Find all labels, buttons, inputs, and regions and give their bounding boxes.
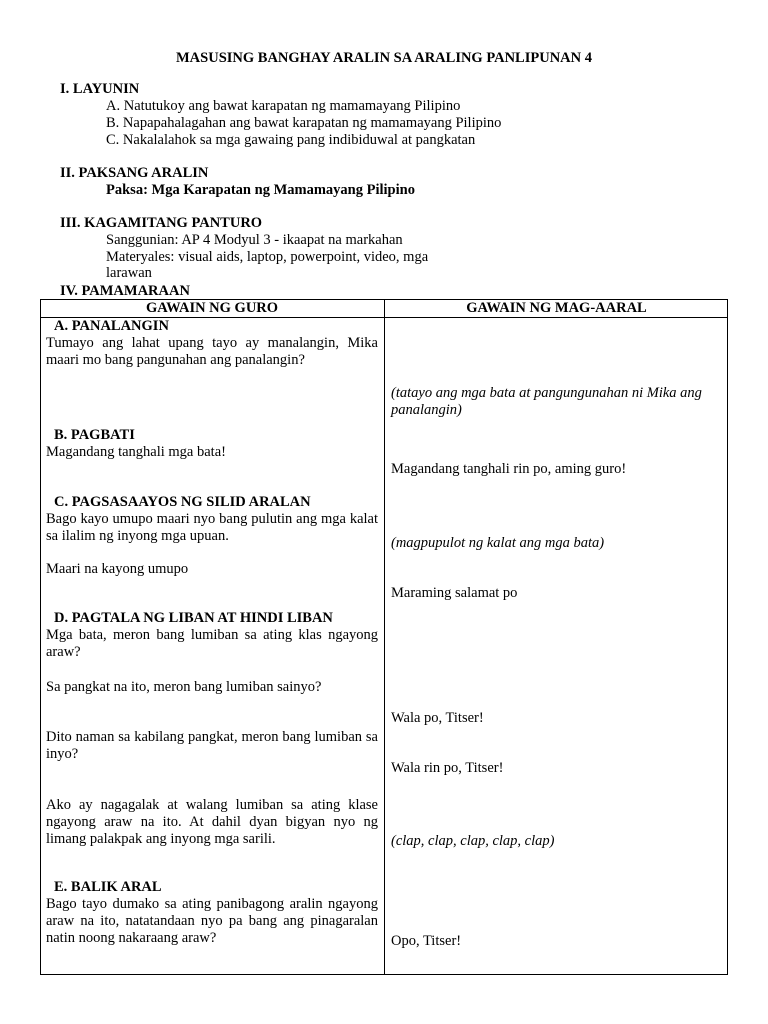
section-d-guro-4: Ako ay nagagalak at walang lumiban sa ating klase ngayong araw na ito. At dahil dyan bigyan nyo ng limang palakpak ang inyong mga sarili. <box>46 797 378 847</box>
section-c-guro-2: Maari na kayong umupo <box>46 561 189 577</box>
section-a-guro: Tumayo ang lahat upang tayo ay manalangin, Mika maari mo bang pangunahan ang panalangin? <box>46 335 378 368</box>
column-header-magaaral: GAWAIN NG MAG-AARAL <box>466 300 647 316</box>
section-c-title: C. PAGSASAAYOS NG SILID ARALAN <box>54 494 311 510</box>
section-d-guro-3: Dito naman sa kabilang pangkat, meron bang lumiban sa inyo? <box>46 729 378 762</box>
kagamitan-heading: III. KAGAMITANG PANTURO <box>60 215 263 231</box>
layunin-item-a: A. Natutukoy ang bawat karapatan ng mamamayang Pilipino <box>106 98 461 114</box>
section-c-magaaral-1: (magpupulot ng kalat ang mga bata) <box>391 535 605 551</box>
section-a-title: A. PANALANGIN <box>54 318 169 334</box>
section-d-guro-2: Sa pangkat na ito, meron bang lumiban sainyo? <box>46 679 322 695</box>
layunin-heading: I. LAYUNIN <box>60 81 140 97</box>
sanggunian-line: Sanggunian: AP 4 Modyul 3 - ikaapat na markahan <box>106 232 403 248</box>
pamamaraan-heading: IV. PAMAMARAAN <box>60 283 190 299</box>
section-b-guro: Magandang tanghali mga bata! <box>46 444 226 460</box>
section-b-title: B. PAGBATI <box>54 427 135 443</box>
section-d-guro-1: Mga bata, meron bang lumiban sa ating klas ngayong araw? <box>46 627 378 660</box>
paksa-line: Paksa: Mga Karapatan ng Mamamayang Pilipino <box>106 182 415 198</box>
page-title: MASUSING BANGHAY ARALIN SA ARALING PANLIPUNAN 4 <box>176 50 592 66</box>
table-column-divider <box>384 299 385 975</box>
materyales-line-2: larawan <box>106 265 152 281</box>
section-e-title: E. BALIK ARAL <box>54 879 162 895</box>
materyales-line-1: Materyales: visual aids, laptop, powerpoint, video, mga <box>106 249 429 265</box>
layunin-item-c: C. Nakalalahok sa mga gawaing pang indibiduwal at pangkatan <box>106 132 476 148</box>
section-e-guro: Bago tayo dumako sa ating panibagong aralin ngayong araw na ito, natatandaan nyo pa bang ang pinagaralan natin noong nakaraang araw? <box>46 896 378 946</box>
section-a-magaaral: (tatayo ang mga bata at pangungunahan ni Mika ang panalangin) <box>391 385 702 418</box>
column-header-guro: GAWAIN NG GURO <box>145 300 279 316</box>
section-d-magaaral-3: (clap, clap, clap, clap, clap) <box>391 833 555 849</box>
section-e-magaaral: Opo, Titser! <box>391 933 462 949</box>
section-b-magaaral: Magandang tanghali rin po, aming guro! <box>391 461 627 477</box>
paksang-aralin-heading: II. PAKSANG ARALIN <box>60 165 209 181</box>
section-c-magaaral-2: Maraming salamat po <box>391 585 518 601</box>
layunin-item-b: B. Napapahalagahan ang bawat karapatan ng mamamayang Pilipino <box>106 115 502 131</box>
section-d-title: D. PAGTALA NG LIBAN AT HINDI LIBAN <box>54 610 333 626</box>
section-c-guro-1: Bago kayo umupo maari nyo bang pulutin ang mga kalat sa ilalim ng inyong mga upuan. <box>46 511 378 544</box>
section-d-magaaral-2: Wala rin po, Titser! <box>391 760 504 776</box>
section-d-magaaral-1: Wala po, Titser! <box>391 710 484 726</box>
